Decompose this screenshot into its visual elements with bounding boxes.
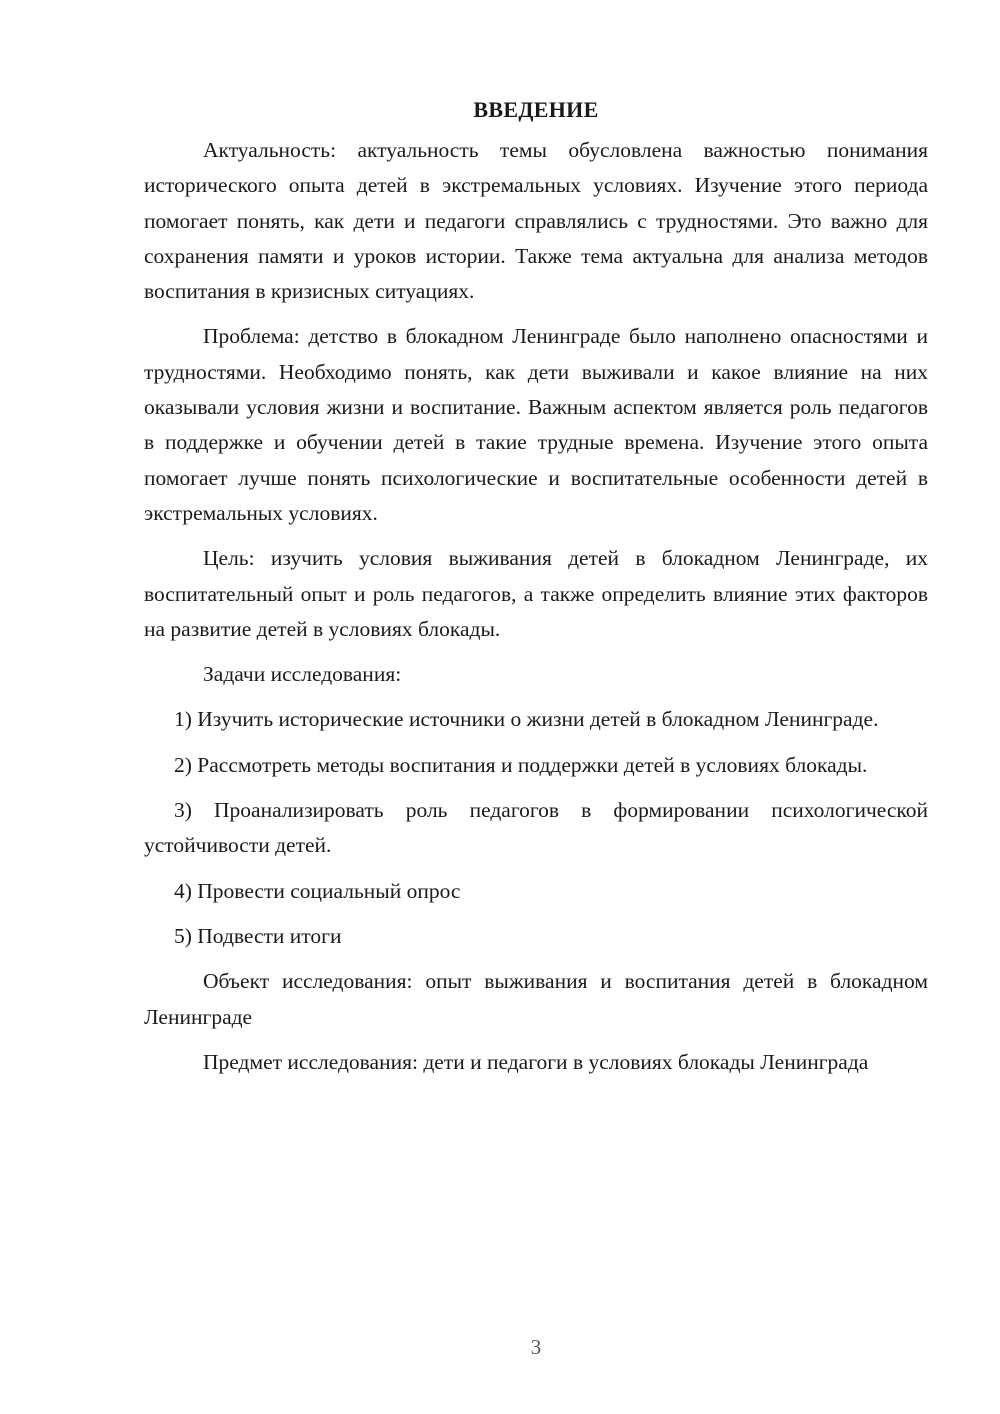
goal-paragraph: Цель: изучить условия выживания детей в блокадном Ленинграде, их воспитательный опыт и роль педагогов, а также определить влияние этих факторов на развитие детей в условиях блокады. bbox=[144, 546, 928, 641]
page-number: 3 bbox=[530, 1335, 542, 1359]
section-title: ВВЕДЕНИЕ bbox=[473, 97, 599, 122]
task-item-4: 4) Провести социальный опрос bbox=[174, 878, 461, 903]
page-content bbox=[144, 92, 928, 1090]
task-item-3: 3) Проанализировать роль педагогов в формировании психологической устойчивости детей. bbox=[144, 798, 928, 858]
research-subject-paragraph: Предмет исследования: дети и педагоги в условиях блокады Ленинграда bbox=[203, 1049, 869, 1074]
relevance-paragraph: Актуальность: актуальность темы обусловлена важностью понимания исторического опыта детей в экстремальных условиях. Изучение этого периода помогает понять, как дети и педагоги справлялись с трудностями. Это важно для сохранения памяти и уроков истории. Также тема актуальна для анализа методов воспитания в кризисных ситуациях. bbox=[144, 138, 928, 304]
problem-paragraph: Проблема: детство в блокадном Ленинграде было наполнено опасностями и трудностями. Необходимо понять, как дети выживали и какое влияние на них оказывали условия жизни и воспитание. Важным аспектом является роль педагогов в поддержке и обучении детей в такие трудные времена. Изучение этого опыта помогает лучше понять психологические и воспитательные особенности детей в экстремальных условиях. bbox=[144, 324, 928, 525]
task-item-2: 2) Рассмотреть методы воспитания и поддержки детей в условиях блокады. bbox=[174, 752, 868, 777]
tasks-heading: Задачи исследования: bbox=[203, 662, 402, 687]
research-object-paragraph: Объект исследования: опыт выживания и воспитания детей в блокадном Ленинграде bbox=[144, 969, 928, 1029]
task-item-5: 5) Подвести итоги bbox=[174, 923, 342, 948]
task-item-1: 1) Изучить исторические источники о жизни детей в блокадном Ленинграде. bbox=[174, 707, 879, 732]
